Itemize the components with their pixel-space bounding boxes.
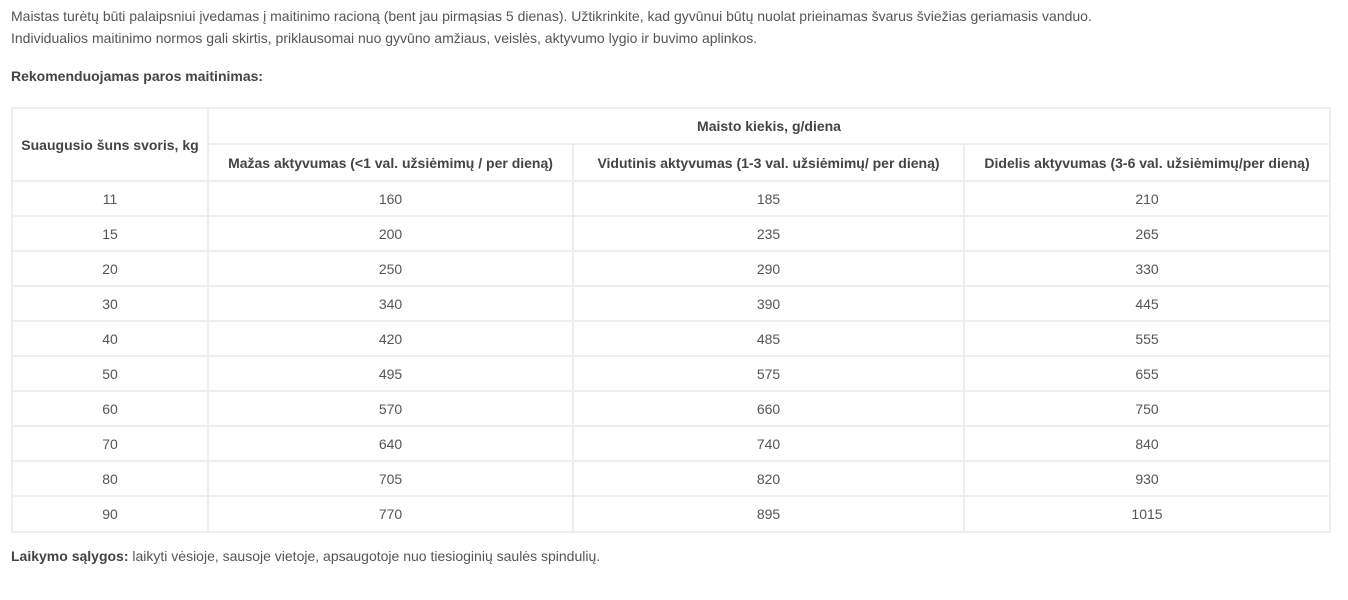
feeding-table-body	[12, 181, 1330, 532]
amount-cell: 640	[208, 426, 573, 461]
table-row	[12, 321, 1330, 356]
amount-cell: 840	[964, 426, 1330, 461]
amount-cell: 895	[573, 496, 964, 532]
weight-header: Suaugusio šuns svoris, kg	[12, 108, 208, 181]
medium-activity-header: Vidutinis aktyvumas (1-3 val. užsiėmimų/ per dieną)	[573, 144, 964, 181]
weight-cell: 50	[12, 356, 208, 391]
amount-cell: 770	[208, 496, 573, 532]
weight-cell: 70	[12, 426, 208, 461]
table-row	[12, 461, 1330, 496]
amount-cell: 200	[208, 216, 573, 251]
amount-cell: 660	[573, 391, 964, 426]
food-amount-header: Maisto kiekis, g/diena	[208, 108, 1330, 144]
amount-cell: 820	[573, 461, 964, 496]
amount-cell: 485	[573, 321, 964, 356]
amount-cell: 750	[964, 391, 1330, 426]
amount-cell: 930	[964, 461, 1330, 496]
intro-text	[11, 5, 1331, 49]
amount-cell: 290	[573, 251, 964, 286]
weight-cell: 40	[12, 321, 208, 356]
table-row	[12, 251, 1330, 286]
amount-cell: 1015	[964, 496, 1330, 532]
amount-cell: 210	[964, 181, 1330, 216]
table-row	[12, 216, 1330, 251]
weight-cell: 15	[12, 216, 208, 251]
feeding-table	[11, 107, 1331, 533]
weight-cell: 90	[12, 496, 208, 532]
weight-cell: 30	[12, 286, 208, 321]
amount-cell: 250	[208, 251, 573, 286]
amount-cell: 555	[964, 321, 1330, 356]
amount-cell: 235	[573, 216, 964, 251]
low-activity-header: Mažas aktyvumas (<1 val. užsiėmimų / per dieną)	[208, 144, 573, 181]
amount-cell: 655	[964, 356, 1330, 391]
table-row	[12, 181, 1330, 216]
feeding-subtitle: Rekomenduojamas paros maitinimas:	[11, 68, 264, 84]
intro-line-1: Maistas turėtų būti palaipsniui įvedamas į maitinimo racioną (bent jau pirmąsias 5 dienas). Užtikrinkite, kad gyvūnui būtų nuolat prieinamas švarus šviežias geriamasis vanduo.	[11, 8, 1092, 24]
storage-conditions	[11, 548, 600, 564]
high-activity-header: Didelis aktyvumas (3-6 val. užsiėmimų/per dieną)	[964, 144, 1330, 181]
amount-cell: 575	[573, 356, 964, 391]
table-row	[12, 391, 1330, 426]
amount-cell: 420	[208, 321, 573, 356]
amount-cell: 330	[964, 251, 1330, 286]
amount-cell: 740	[573, 426, 964, 461]
table-row	[12, 356, 1330, 391]
table-row	[12, 426, 1330, 461]
amount-cell: 340	[208, 286, 573, 321]
amount-cell: 185	[573, 181, 964, 216]
weight-cell: 20	[12, 251, 208, 286]
amount-cell: 705	[208, 461, 573, 496]
intro-line-2: Individualios maitinimo normos gali skirtis, priklausomai nuo gyvūno amžiaus, veislės, aktyvumo lygio ir buvimo aplinkos.	[11, 30, 758, 46]
amount-cell: 445	[964, 286, 1330, 321]
storage-label: Laikymo sąlygos:	[11, 548, 129, 564]
weight-cell: 11	[12, 181, 208, 216]
amount-cell: 390	[573, 286, 964, 321]
amount-cell: 570	[208, 391, 573, 426]
weight-cell: 60	[12, 391, 208, 426]
table-row	[12, 286, 1330, 321]
storage-text: laikyti vėsioje, sausoje vietoje, apsaugotoje nuo tiesioginių saulės spindulių.	[128, 548, 601, 564]
table-row	[12, 496, 1330, 532]
amount-cell: 160	[208, 181, 573, 216]
amount-cell: 265	[964, 216, 1330, 251]
weight-cell: 80	[12, 461, 208, 496]
amount-cell: 495	[208, 356, 573, 391]
